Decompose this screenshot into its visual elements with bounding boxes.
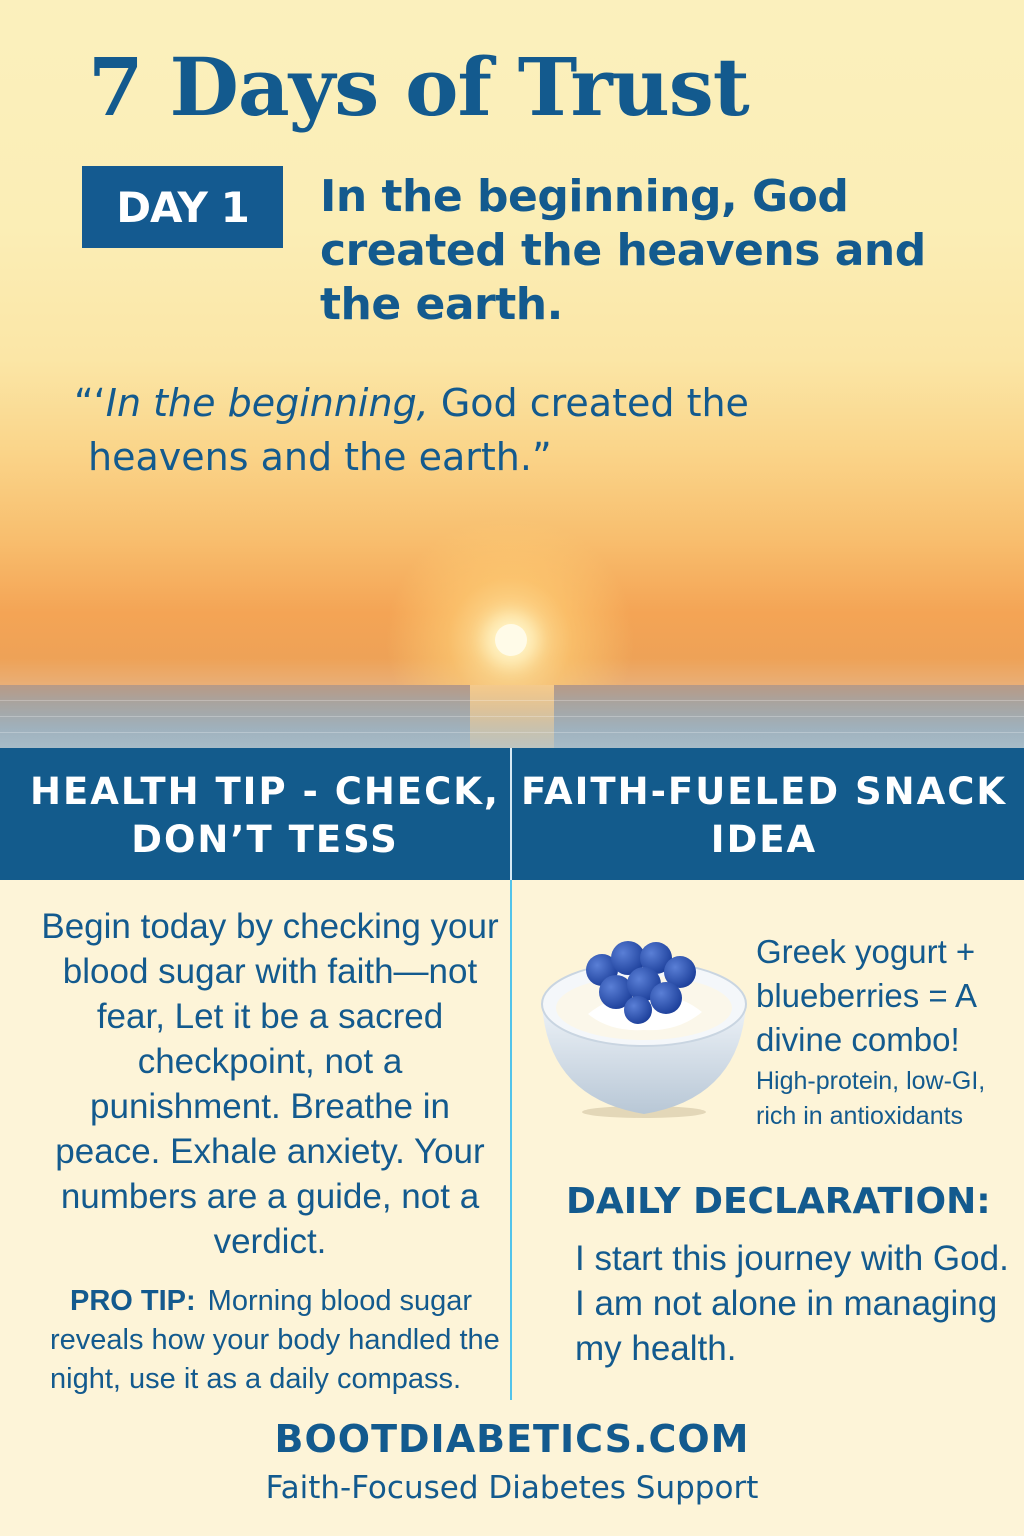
pro-tip-text: Morning blood sugar reveals how your body handled the night, use it as a daily compass.: [50, 1285, 500, 1395]
health-tip-heading: HEALTH TIP - CHECK, DON’T TESS: [30, 770, 500, 861]
quote-italic-text: In the beginning,: [105, 381, 429, 425]
quote-text-line2: heavens and the earth.”: [88, 435, 552, 479]
day-badge: DAY 1: [82, 166, 283, 248]
snack-benefits: High-protein, low-GI, rich in antioxidants: [756, 1067, 986, 1130]
health-tip-body: Begin today by checking your blood sugar with faith—not fear, Let it be a sacred checkpoint, not a punishment. Breathe in peace. Exhale anxiety. Your numbers are a guide, not a verdict.: [41, 907, 499, 1261]
day-heading: In the beginning, God created the heavens and the earth.: [320, 171, 926, 330]
wave-line: [0, 700, 1024, 701]
declaration-title: DAILY DECLARATION:: [566, 1181, 991, 1222]
page-title: 7 Days of Trust: [88, 40, 749, 134]
column-divider: [510, 880, 512, 1400]
pro-tip: [50, 1282, 510, 1399]
header-divider: [510, 748, 512, 880]
scripture-quote: [74, 376, 834, 484]
footer-website: BOOTDIABETICS.COM: [274, 1417, 750, 1461]
snack-description: Greek yogurt + blueberries = A divine combo!: [756, 933, 976, 1058]
wave-line: [0, 716, 1024, 717]
snack-heading: FAITH-FUELED SNACK IDEA: [520, 770, 1008, 861]
pro-tip-label: PRO TIP:: [70, 1285, 196, 1317]
sun-icon: [495, 624, 527, 656]
footer-tagline: Faith-Focused Diabetes Support: [265, 1470, 759, 1506]
declaration-text: I start this journey with God. I am not alone in managing my health.: [575, 1239, 1009, 1368]
yogurt-bowl-icon: [538, 928, 750, 1120]
quote-text-line1: God created the: [428, 381, 749, 425]
wave-line: [0, 732, 1024, 733]
quote-open-mark: “‘: [74, 381, 106, 425]
